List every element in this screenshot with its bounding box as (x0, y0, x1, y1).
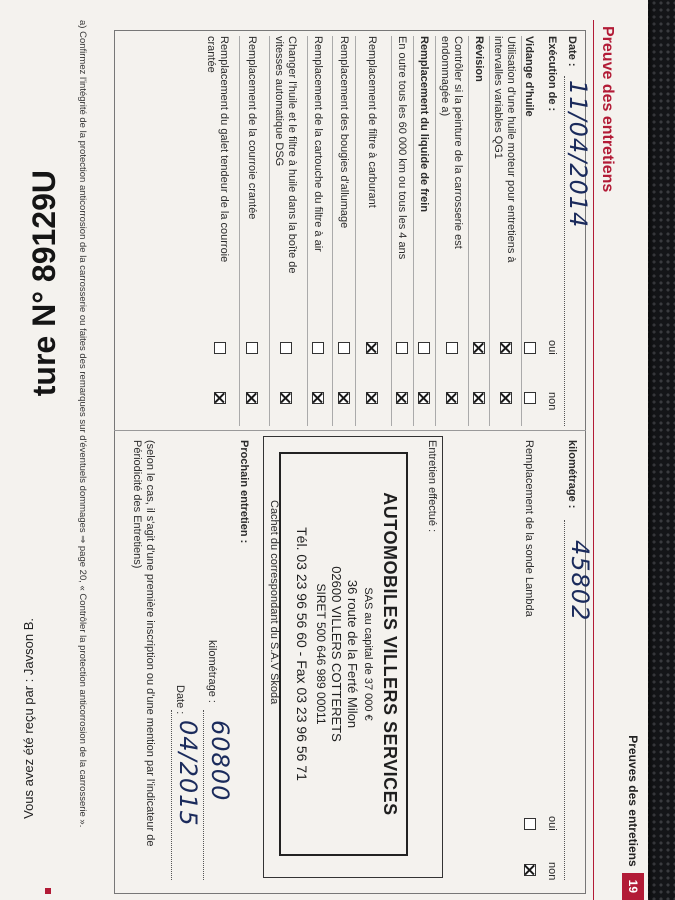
cb-galet-non[interactable] (214, 392, 226, 404)
row-label-qg1: Utilisation d'une huile moteur pour entretiens à intervalles variables QG1 (492, 36, 517, 263)
row-divider (332, 36, 333, 426)
date-handwritten: 11/04/2014 (564, 80, 592, 229)
next-entretien-note: (selon le cas, il s'agit d'une première inscription ou d'une mention par l'indicateur de Périodicité des Entretiens) (131, 440, 156, 847)
red-square-marker (45, 888, 51, 894)
cb-peinture-non[interactable] (446, 392, 458, 404)
lambda-label: Remplacement de la sonde Lambda (523, 440, 535, 617)
next-entretien-label: Prochain entretien : (238, 440, 250, 544)
row-label-bougies: Remplacement des bougies d'allumage (338, 36, 350, 229)
next-km-handwritten: 60800 (206, 720, 234, 802)
km-line (563, 520, 565, 880)
cb-frein-oui[interactable] (418, 342, 430, 354)
page-title: Preuve des entretiens (599, 26, 616, 193)
cb-revision-non[interactable] (473, 392, 485, 404)
row-label-revision: Révision (473, 36, 485, 82)
footnote: a) Confirmez l'intégrité de la protection anticorrosion de la carrosserie ou faites des remarques sur d'éventuels dommages ⇒ page 20, « Contrôler la protection anticorrosion de la carrosserie ». (77, 20, 88, 828)
row-label-dsg: Changer l'huile et le filtre à huile dans la boîte de vitesses automatique DSG (273, 36, 298, 274)
row-divider (391, 36, 392, 426)
cb-frein-non[interactable] (418, 392, 430, 404)
col-oui-left: oui (546, 340, 558, 355)
date-line (563, 76, 565, 426)
row-divider (521, 36, 522, 426)
section-label: Preuves des entretiens (626, 735, 640, 867)
col-oui-right: oui (546, 816, 558, 831)
cb-dsg-oui[interactable] (280, 342, 292, 354)
cb-60000-oui[interactable] (396, 342, 408, 354)
row-divider (468, 36, 469, 426)
cb-lambda-non[interactable] (524, 864, 536, 876)
cb-qg1-non[interactable] (500, 392, 512, 404)
date-label: Date : (566, 36, 578, 67)
title-divider (593, 20, 594, 900)
next-date-handwritten: 04/2015 (174, 720, 202, 827)
next-date-line (170, 710, 172, 880)
row-divider (355, 36, 356, 426)
stamp-capital: SAS au capital de 37 000 € (362, 587, 374, 721)
row-divider (307, 36, 308, 426)
column-divider (114, 430, 586, 431)
entretien-label: Entretien effectué : (426, 440, 438, 533)
cb-filtre-air-non[interactable] (312, 392, 324, 404)
cb-dsg-non[interactable] (280, 392, 292, 404)
row-divider (413, 36, 414, 426)
next-km-line (202, 710, 204, 880)
km-label: kilométrage : (566, 440, 578, 509)
col-non-left: non (546, 392, 558, 411)
cb-60000-non[interactable] (396, 392, 408, 404)
stamp-phone: Tél. 03 23 96 56 60 - Fax 03 23 96 56 71 (294, 527, 310, 781)
cachet-label: Cachet du correspondant du S.A.V Škoda (268, 500, 280, 705)
col-non-right: non (546, 862, 558, 881)
cb-courroie-non[interactable] (246, 392, 258, 404)
row-divider (269, 36, 270, 426)
cb-courroie-oui[interactable] (246, 342, 258, 354)
cb-revision-oui[interactable] (473, 342, 485, 354)
cb-filtre-air-oui[interactable] (312, 342, 324, 354)
row-label-filtre-air: Remplacement de la cartouche du filtre à air (312, 36, 324, 252)
cb-lambda-oui[interactable] (524, 818, 536, 830)
stamp-siret: SIRET 500 646 989 00011 (314, 583, 328, 725)
stamp-address: 36 route de la Ferté Milon (345, 579, 360, 729)
row-label-galet: Remplacement du galet tendeur de la courroie crantée (205, 36, 230, 263)
cb-qg1-oui[interactable] (500, 342, 512, 354)
cb-galet-oui[interactable] (214, 342, 226, 354)
cb-peinture-oui[interactable] (446, 342, 458, 354)
next-date-label: Date : (174, 685, 186, 715)
cb-vidange-oui[interactable] (524, 342, 536, 354)
background-page-title: ture N° 89129U (26, 170, 62, 397)
cb-vidange-non[interactable] (524, 392, 536, 404)
row-divider (239, 36, 240, 426)
page-header (618, 640, 648, 900)
row-label-courroie: Remplacement de la courroie crantée (246, 36, 258, 220)
cb-carburant-oui[interactable] (366, 342, 378, 354)
row-label-liquide-frein: Remplacement du liquide de frein (418, 36, 430, 213)
cb-bougies-non[interactable] (338, 392, 350, 404)
stamp-city: 02600 VILLERS COTTERETS (329, 566, 344, 742)
row-divider (435, 36, 436, 426)
stamp-name: AUTOMOBILES VILLERS SERVICES (380, 492, 400, 816)
row-label-peinture: Contrôler si la peinture de la carrosserie est endommagée a) (439, 36, 464, 249)
row-label-60000: En outre tous les 60 000 km ou tous les 4 ans (396, 36, 408, 260)
row-label-filtre-carburant: Remplacement de filtre à carburant (366, 36, 378, 208)
km-handwritten: 45802 (566, 540, 594, 622)
next-km-label: kilométrage : (206, 640, 218, 703)
execution-label: Exécution de : (546, 36, 558, 112)
row-divider (489, 36, 490, 426)
cb-carburant-non[interactable] (366, 392, 378, 404)
row-label-vidange: Vidange d'huile (523, 36, 535, 117)
cb-bougies-oui[interactable] (338, 342, 350, 354)
dealer-stamp (279, 452, 408, 856)
page-number-badge: 19 (622, 873, 644, 900)
received-by-text: Vous avez été reçu par : Javson B. (21, 618, 36, 819)
